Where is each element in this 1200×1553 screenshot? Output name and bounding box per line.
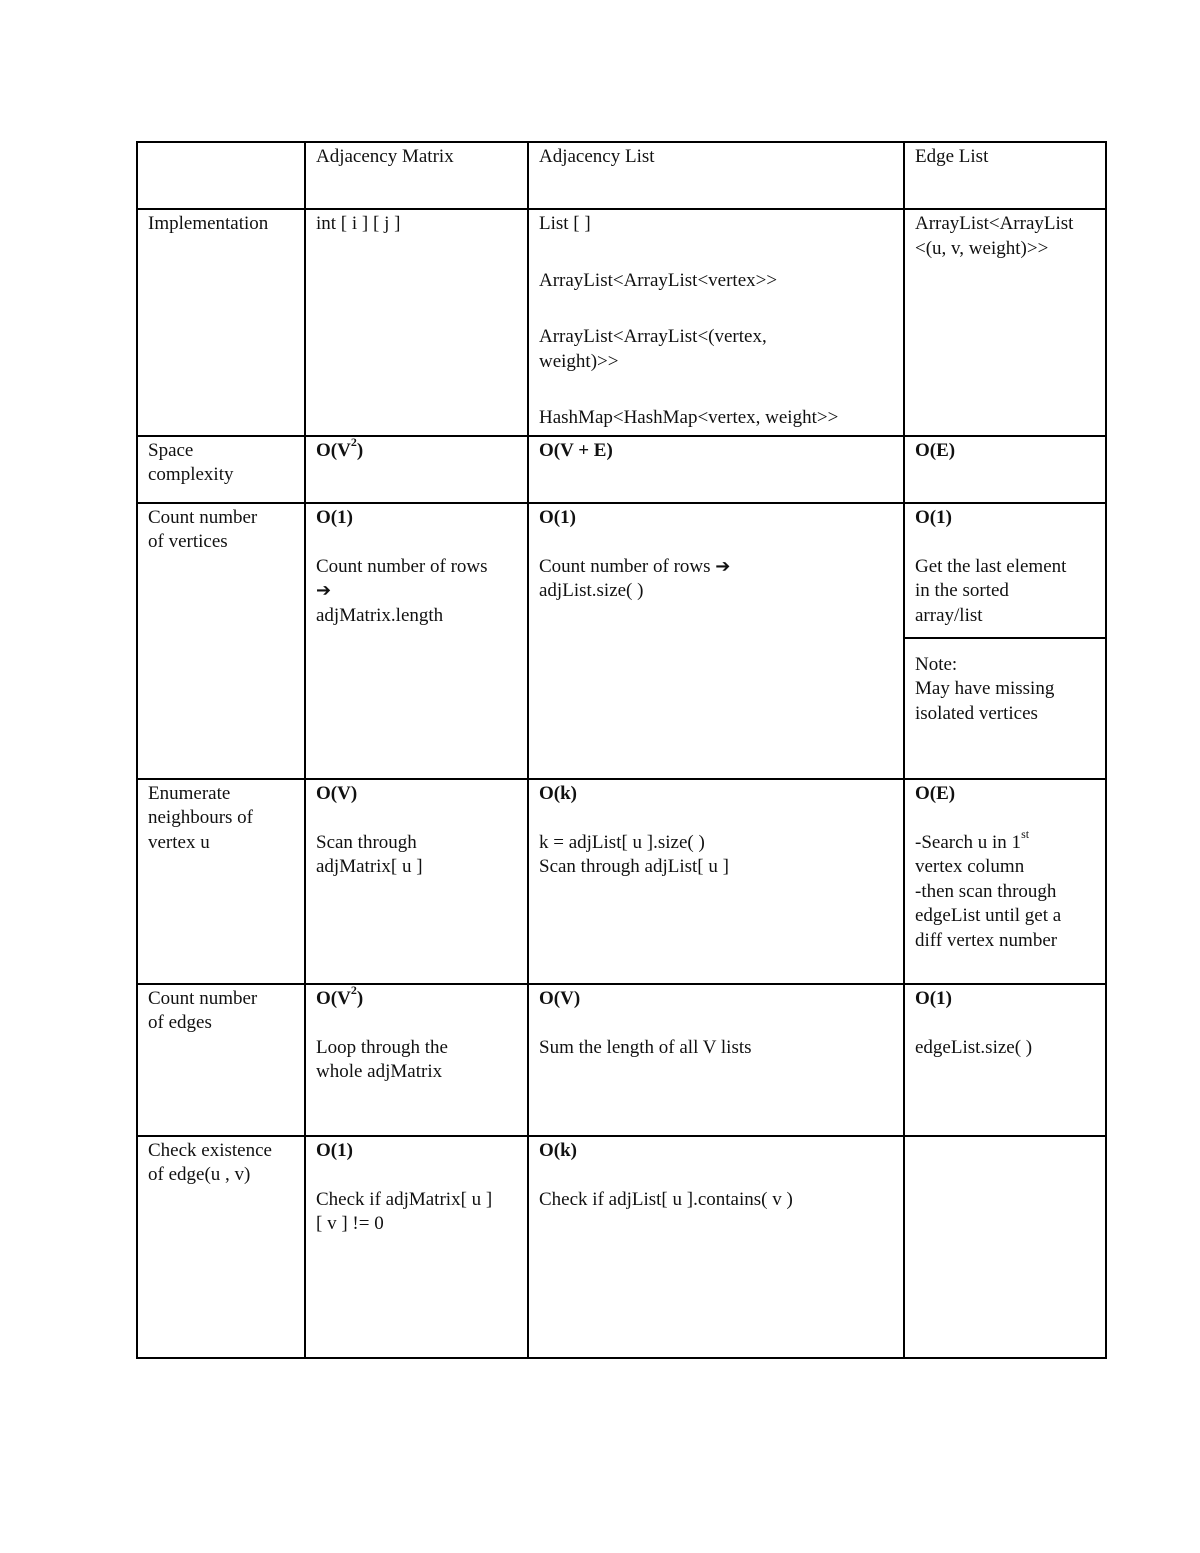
big-o: $O(V^2)$ — [316, 983, 364, 1009]
matrix-count-edges — [305, 984, 528, 1136]
header-empty-cell — [137, 142, 305, 209]
cell-text: Check if adjMatrix[ u ] — [316, 1188, 493, 1210]
matrix-check-edge — [305, 1136, 528, 1358]
edge-count-vertices-note — [904, 638, 1106, 779]
row-count-edges — [137, 984, 1106, 1136]
header-adjacency-matrix: Adjacency Matrix — [305, 142, 528, 209]
row-check-edge — [137, 1136, 1106, 1358]
cell-text: weight)>> — [539, 350, 619, 372]
matrix-space — [305, 436, 528, 503]
row-label: Count number — [148, 987, 258, 1009]
row-space-complexity — [137, 436, 1106, 503]
header-adjacency-list: Adjacency List — [528, 142, 904, 209]
big-o: O(k) — [539, 782, 577, 804]
cell-text: Loop through the — [316, 1036, 448, 1058]
big-o: O(V) — [539, 987, 581, 1009]
big-o: O(1) — [915, 506, 952, 528]
row-implementation — [137, 209, 1106, 436]
cell-text: Note: — [915, 653, 958, 675]
cell-text: -then scan through — [915, 880, 1057, 902]
list-check-edge — [528, 1136, 904, 1358]
row-label: neighbours of — [148, 807, 254, 828]
list-count-edges — [528, 984, 904, 1136]
row-label: Check existence — [148, 1139, 272, 1161]
row-enumerate-neighbours — [137, 779, 1106, 984]
cell-text: in the sorted — [915, 580, 1009, 601]
cell-text: Sum the length of all V lists — [539, 1036, 752, 1058]
cell-text: adjMatrix[ u ] — [316, 856, 423, 877]
cell-text: ArrayList<ArrayList<vertex>> — [539, 269, 778, 291]
row-label: vertex u — [148, 831, 210, 853]
big-o: $O(V^2)$ — [316, 435, 364, 461]
edge-enumerate — [904, 779, 1106, 984]
arrow-right-icon: ➔ — [715, 555, 731, 577]
big-o: O(k) — [539, 1139, 577, 1161]
list-space — [528, 436, 904, 503]
row-label: of edge(u , v) — [148, 1164, 251, 1185]
big-o: O(1) — [539, 506, 576, 528]
cell-text: adjList.size( ) — [539, 580, 644, 601]
edge-count-vertices — [904, 503, 1106, 638]
edge-check-edge — [904, 1136, 1106, 1358]
cell-text: May have missing — [915, 678, 1055, 699]
cell-text: whole adjMatrix — [316, 1061, 443, 1082]
cell-text: k = adjList[ u ].size( ) — [539, 831, 705, 853]
cell-text: vertex column — [915, 856, 1025, 877]
row-label-enumerate — [137, 779, 305, 984]
row-label: Count number — [148, 506, 258, 528]
cell-text: adjMatrix.length — [316, 604, 444, 626]
cell-text: <(u, v, weight)>> — [915, 237, 1049, 259]
row-label-implementation — [137, 209, 305, 436]
table-header-row — [137, 142, 1106, 209]
cell-text: Count number of rows — [316, 555, 488, 577]
big-o: O(E) — [915, 439, 956, 461]
list-enumerate — [528, 779, 904, 984]
big-o: O(E) — [915, 782, 956, 804]
row-label-space — [137, 436, 305, 503]
cell-text: ArrayList<ArrayList — [915, 213, 1074, 234]
matrix-enumerate — [305, 779, 528, 984]
row-label-check-edge — [137, 1136, 305, 1358]
cell-text: ArrayList<ArrayList<(vertex, — [539, 326, 767, 347]
row-label: of edges — [148, 1012, 212, 1033]
big-o: O(1) — [316, 1139, 353, 1161]
big-o: O(1) — [915, 987, 952, 1009]
matrix-count-vertices — [305, 503, 528, 779]
edge-space — [904, 436, 1106, 503]
cell-text: Scan through — [316, 831, 417, 853]
big-o: O(1) — [316, 506, 353, 528]
big-o: O(V) — [316, 782, 358, 804]
cell-text: diff vertex number — [915, 929, 1058, 951]
edge-count-edges — [904, 984, 1106, 1136]
graph-representation-table — [136, 141, 1107, 1359]
row-count-vertices — [137, 503, 1106, 638]
cell-text: Check if adjList[ u ].contains( v ) — [539, 1188, 793, 1210]
cell-text: List [ ] — [539, 213, 591, 234]
matrix-implementation — [305, 209, 528, 436]
row-label: Implementation — [148, 213, 269, 234]
cell-text: Scan through adjList[ u ] — [539, 856, 729, 877]
cell-text: isolated vertices — [915, 702, 1038, 724]
edge-implementation — [904, 209, 1106, 436]
row-label: complexity — [148, 464, 234, 485]
row-label: of vertices — [148, 531, 228, 552]
row-label: Enumerate — [148, 782, 231, 804]
list-count-vertices — [528, 503, 904, 779]
big-o: O(V + E) — [539, 439, 613, 461]
cell-text: [ v ] != 0 — [316, 1213, 384, 1234]
header-edge-list: Edge List — [904, 142, 1106, 209]
row-label: Space — [148, 439, 194, 461]
row-label-count-vertices — [137, 503, 305, 779]
cell-text: edgeList until get a — [915, 905, 1062, 926]
cell-text: HashMap<HashMap<vertex, weight>> — [539, 407, 839, 428]
cell-text: edgeList.size( ) — [915, 1036, 1033, 1058]
cell-text: int [ i ] [ j ] — [316, 213, 401, 234]
cell-text: Get the last element — [915, 555, 1067, 577]
list-implementation — [528, 209, 904, 436]
arrow-right-icon: ➔ — [316, 580, 332, 601]
cell-text: array/list — [915, 604, 983, 626]
cell-text: -Search u in 1st — [915, 827, 1030, 853]
row-label-count-edges — [137, 984, 305, 1136]
cell-text: Count number of rows ➔ — [539, 555, 731, 577]
